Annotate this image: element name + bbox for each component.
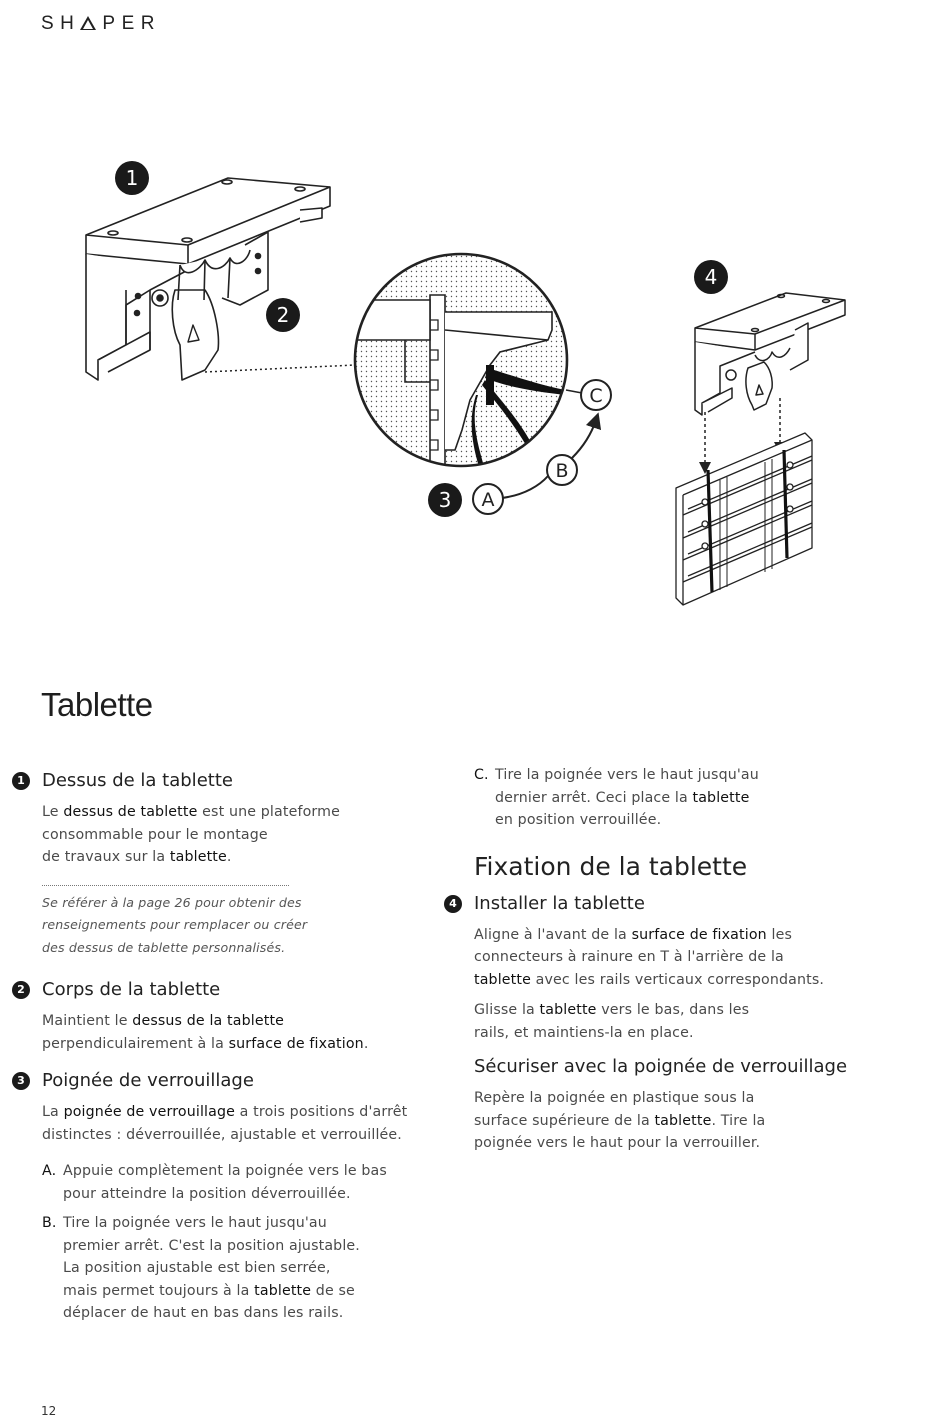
shelf-small-drawing [695,293,845,415]
section-locking-handle [17,1070,452,1325]
section-number-badge: 4 [444,895,462,913]
page-title: Tablette [41,686,153,723]
list-item-c: C. Tire la poignée vers le haut jusqu'au dernier arrêt. Ceci place la tablette en position verrouillée. [474,767,759,828]
reference-note: Se référer à la page 26 pour obtenir des renseignements pour remplacer ou créer des dessus de tablette personnalisés. [42,894,308,955]
svg-text:4: 4 [704,265,718,289]
section-title: Sécuriser avec la poignée de verrouillage [474,1056,848,1077]
section-secure-handle [474,1056,884,1155]
callout-badge-3 [428,483,462,517]
callout-badge-1 [115,161,149,195]
svg-text:C: C [589,385,603,407]
section-title: Installer la tablette [474,892,645,914]
callout-badge-4 [694,260,728,294]
svg-text:B: B [555,460,569,482]
callout-letter-c [581,380,611,410]
section-body: Glisse la tablette vers le bas, dans les rails, et maintiens-la en place. [474,1002,750,1041]
section-body: Repère la poignée en plastique sous la surface supérieure de la tablette. Tire la poignée vers le haut pour la verrouiller. [474,1090,766,1151]
section-number-badge: 3 [12,1072,30,1090]
dotted-divider [42,885,289,886]
section-install-shelf [449,892,884,1045]
section-body: Maintient le dessus de la tablette perpendiculairement à la surface de fixation. [42,1013,369,1052]
callout-badge-2 [266,298,300,332]
brand-logo: SH PER [41,13,161,34]
section-number-badge: 2 [12,981,30,999]
section-shelf-body [17,979,452,1055]
list-item-a: A. Appuie complètement la poignée vers le bas pour atteindre la position déverrouillée. [42,1163,387,1202]
section-body: Le dessus de tablette est une plateforme consommable pour le montage de travaux sur la tablette. [42,804,341,865]
svg-text:2: 2 [276,303,290,327]
section-heading-fixation: Fixation de la tablette [474,851,748,881]
magnified-detail [350,250,580,480]
section-shelf-top [17,770,452,959]
page-number: 12 [41,1404,57,1418]
section-number-badge: 1 [12,772,30,790]
callout-letter-b [547,455,577,485]
left-column [17,770,452,1325]
section-title: Corps de la tablette [42,979,221,1000]
right-column [449,764,884,1155]
shelf-illustration [0,0,950,640]
section-body: Aligne à l'avant de la surface de fixation les connecteurs à rainure en T à l'arrière de la tablette avec les rails verticaux correspondants. [474,926,825,988]
svg-text:A: A [481,489,495,511]
shelf-large-drawing [86,178,330,380]
section-title: Dessus de la tablette [42,770,233,791]
section-title: Poignée de verrouillage [42,1070,254,1091]
section-body: La poignée de verrouillage a trois positions d'arrêt distinctes : déverrouillée, ajustable et verrouillée. [42,1104,408,1143]
list-item-b: B. Tire la poignée vers le haut jusqu'au premier arrêt. C'est la position ajustable. La position ajustable est bien serrée, mais permet toujours à la tablette de se déplacer de haut en bas dans les rails. [42,1215,360,1321]
rail-plate-drawing [676,433,812,605]
callout-letter-a [473,484,503,514]
svg-text:3: 3 [438,488,452,512]
svg-text:1: 1 [125,166,139,190]
